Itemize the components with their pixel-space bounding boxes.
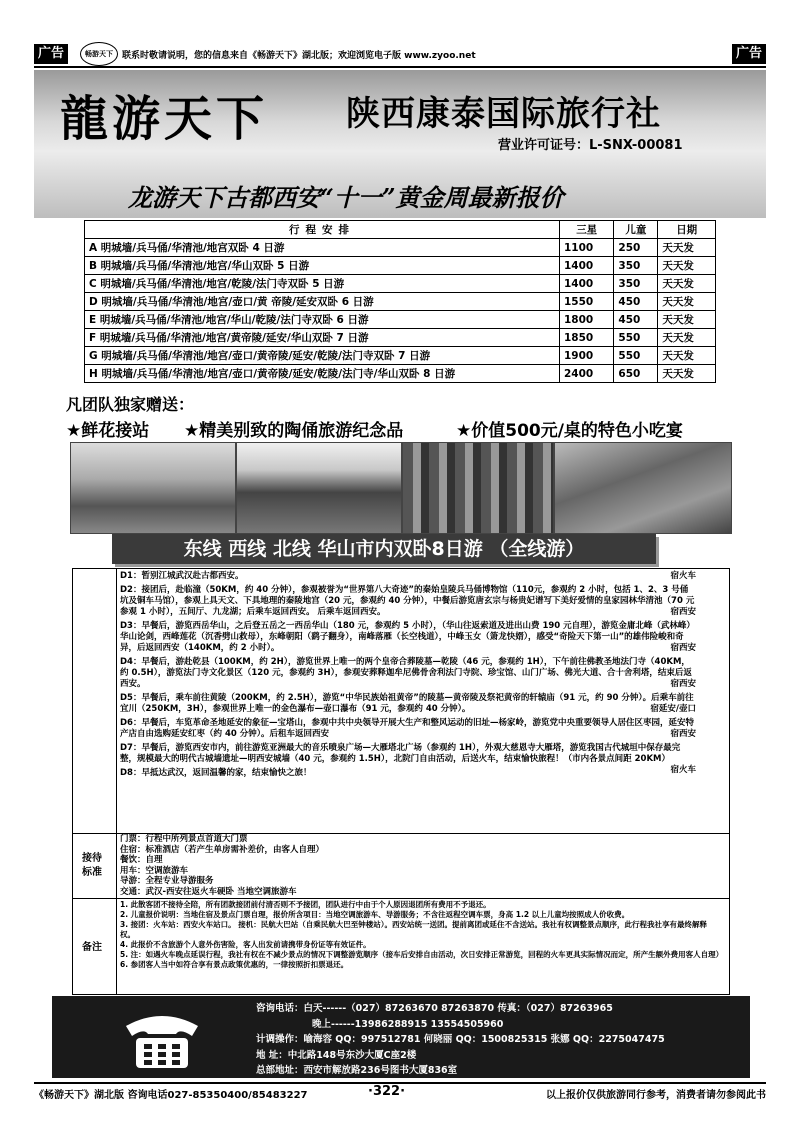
standards-divider bbox=[116, 832, 117, 898]
route-cell: H 明城墙/兵马俑/华清池/地宫/壶口/黄帝陵/延安/乾陵/法门寺/华山双卧 8 日游 bbox=[85, 365, 560, 383]
route-cell: F 明城墙/兵马俑/华清池/地宫/黄帝陵/延安/华山双卧 7 日游 bbox=[85, 329, 560, 347]
contact-hq-address: 总部地址：西安市解放路236号图书大厦836室 bbox=[256, 1065, 458, 1076]
contact-operators: 计调操作：喻海容 QQ：997512781 何晓丽 QQ：1500825315 张娜 QQ：2275047475 bbox=[256, 1034, 665, 1045]
header-route: 行程安排 bbox=[85, 221, 560, 239]
itinerary-divider bbox=[116, 568, 117, 832]
price-table bbox=[84, 220, 716, 383]
table-row bbox=[85, 365, 716, 383]
standard-item: 导游：全程专业导游服务 bbox=[120, 876, 214, 886]
star3-price: 1100 bbox=[560, 239, 614, 257]
star3-price: 1400 bbox=[560, 257, 614, 275]
itinerary-list bbox=[120, 571, 696, 782]
route-cell: A 明城墙/兵马俑/华清池/地宫双卧 4 日游 bbox=[85, 239, 560, 257]
publication-logo: 畅游天下 bbox=[80, 42, 118, 66]
note-item: 5. 注：如遇火车晚点延误行程，我社有权在不减少景点的情况下调整游览顺序（接车后安排自由活动，次日安排正常游览，回程的火车更具实际情况而定，所产生额外费用客人自理） bbox=[120, 950, 724, 959]
itinerary-day-1: D1：暂别江城武汉赴古都西安。 宿火车 bbox=[120, 571, 696, 581]
ad-tag-left: 广告 bbox=[34, 44, 68, 64]
notes-divider bbox=[116, 898, 117, 994]
contact-phone-day: 咨询电话：白天------（027）87263670 87263870 传真：（027）87263965 bbox=[256, 1003, 613, 1014]
note-item: 2. 儿童报价说明：当地住宿及景点门票自理，报价所含项目：当地空调旅游车、导游服务；不含往返程空调车票，身高 1.2 以上儿童均按照成人价收费。 bbox=[120, 910, 630, 919]
departure-date: 天天发 bbox=[658, 275, 716, 293]
departure-date: 天天发 bbox=[658, 293, 716, 311]
departure-date: 天天发 bbox=[658, 329, 716, 347]
departure-date: 天天发 bbox=[658, 257, 716, 275]
terracotta-warriors-photo bbox=[402, 442, 554, 534]
star3-price: 2400 bbox=[560, 365, 614, 383]
standard-item: 门票：行程中所列景点首道大门票 bbox=[120, 834, 248, 844]
itinerary-day-3: D3：早餐后，游览西岳华山，之后登五岳之一西岳华山（180 元，参观约 5 小时），（华山往返索道及进出山费 190 元自理），游览金庸北峰（武林峰）华山论剑，西峰莲花（沉香劈山救母），东峰朝阳（鹞子翻身），南峰落雁（长空栈道），中峰玉女（箫龙快婿），感受“奇险天下第一山”的雄伟险峻和奇异，后返回西安（140KM，约 2 小时）。 宿西安 bbox=[120, 621, 696, 653]
gift-snack-banquet: ★价值500元/桌的特色小吃宴 bbox=[456, 421, 683, 441]
stay-location: 宿火车 bbox=[670, 765, 696, 775]
footer-right: 以上报价仅供旅游同行参考，消费者请勿参阅此书 bbox=[546, 1090, 766, 1101]
child-price: 350 bbox=[614, 257, 658, 275]
table-row bbox=[85, 329, 716, 347]
child-price: 550 bbox=[614, 347, 658, 365]
departure-date: 天天发 bbox=[658, 347, 716, 365]
contact-info bbox=[256, 1001, 665, 1079]
star3-price: 1800 bbox=[560, 311, 614, 329]
table-row bbox=[85, 275, 716, 293]
footer-left: 《畅游天下》湖北版 咨询电话027-85350400/85483227 bbox=[34, 1090, 308, 1101]
brand-calligraphy: 龍游天下 bbox=[60, 91, 269, 147]
contact-phone-night: 晚上------13986288915 13554505960 bbox=[312, 1018, 504, 1030]
header-date: 日期 bbox=[658, 221, 716, 239]
standard-item: 交通：武汉-西安往返火车硬卧 当地空调旅游车 bbox=[120, 886, 297, 897]
stay-location: 宿火车 bbox=[670, 571, 696, 581]
pagoda-photo bbox=[236, 442, 402, 534]
standards-list bbox=[120, 834, 720, 897]
itinerary-day-6: D6：早餐后，车览革命圣地延安的象征—宝塔山，参观中共中央领导开展大生产和整风运动的旧址—杨家岭，游览党中央重要领导人居住区枣园，延安特产店自由选购延安红枣（约 40 分钟）。后租车返回西安 宿西安 bbox=[120, 718, 696, 739]
stay-location: 宿西安 bbox=[670, 607, 696, 617]
star3-price: 1850 bbox=[560, 329, 614, 347]
note-item: 6. 参团客人当中如符合享有景点政策优惠的，一律按照折扣票退还。 bbox=[120, 960, 349, 969]
child-price: 550 bbox=[614, 329, 658, 347]
route-cell: C 明城墙/兵马俑/华清池/地宫/乾陵/法门寺双卧 5 日游 bbox=[85, 275, 560, 293]
header-star3: 三星 bbox=[560, 221, 614, 239]
gift-souvenir: ★精美别致的陶俑旅游纪念品 bbox=[184, 421, 404, 441]
route-banner: 东线 西线 北线 华山市内双卧8日游 （全线游） bbox=[112, 534, 656, 564]
note-item: 1. 此散客团不接待全陪，所有团款接团前付清否则不予接团，团队进行中由于个人原因退团所有费用不予退还。 bbox=[120, 900, 491, 909]
agency-name: 陕西康泰国际旅行社 bbox=[346, 94, 661, 134]
standard-item: 餐饮：自理 bbox=[120, 855, 163, 865]
star3-price: 1550 bbox=[560, 293, 614, 311]
child-price: 450 bbox=[614, 311, 658, 329]
header-note: 联系时敬请说明，您的信息来自《畅游天下》湖北版；欢迎浏览电子版 www.zyoo.net bbox=[122, 51, 476, 61]
departure-date: 天天发 bbox=[658, 365, 716, 383]
itinerary-day-8: D8：早抵达武汉，返回温馨的家，结束愉快之旅！ bbox=[120, 768, 312, 778]
departure-date: 天天发 bbox=[658, 239, 716, 257]
standard-item: 用车：空调旅游车 bbox=[120, 865, 189, 876]
star3-price: 1400 bbox=[560, 275, 614, 293]
stay-location: 宿西安 bbox=[670, 729, 696, 739]
table-row bbox=[85, 347, 716, 365]
slogan: 龙游天下古都西安“十一”黄金周最新报价 bbox=[128, 183, 564, 212]
standard-item: 住宿：标准酒店（若产生单房需补差价，由客人自理） bbox=[120, 844, 325, 855]
route-cell: G 明城墙/兵马俑/华清池/地宫/壶口/黄帝陵/延安/乾陵/法门寺双卧 7 日游 bbox=[85, 347, 560, 365]
table-row bbox=[85, 257, 716, 275]
star3-price: 1900 bbox=[560, 347, 614, 365]
waterfall-photo bbox=[70, 442, 236, 534]
folk-dance-photo bbox=[554, 442, 732, 534]
telephone-icon bbox=[120, 1004, 204, 1072]
stay-location: 宿西安 bbox=[670, 643, 696, 653]
gifts-title: 凡团队独家赠送： bbox=[66, 395, 195, 414]
page-number: ·322· bbox=[368, 1084, 406, 1099]
route-cell: B 明城墙/兵马俑/华清池/地宫/华山双卧 5 日游 bbox=[85, 257, 560, 275]
standards-label: 接待标准 bbox=[82, 853, 102, 878]
table-row bbox=[85, 239, 716, 257]
notes-list bbox=[120, 900, 724, 970]
child-price: 650 bbox=[614, 365, 658, 383]
note-item: 3. 接团：火车站：西安火车站口。 接机：民航大巴站（自乘民航大巴至钟楼站）。西安站统一送团。提前离团或延住不含送站。我社有权调整景点顺序，此行程我社享有最终解释权。 bbox=[120, 920, 708, 939]
itinerary-day-7: D7：早餐后，游览西安市内，前往游览亚洲最大的音乐喷泉广场—大雁塔北广场（参观约 1H），外观大慈恩寺大雁塔，游览我国古代城垣中保存最完整，规模最大的明代古城墙遗址—明西安城墙（40 元，参观约 1.5H），北院门自由活动，后送火车，结束愉快旅程！（市内各景点间距 20KM） 宿火车 bbox=[120, 743, 696, 775]
ad-tag-right: 广告 bbox=[732, 44, 766, 64]
header-child: 儿童 bbox=[614, 221, 658, 239]
notes-label: 备注 bbox=[82, 942, 102, 953]
departure-date: 天天发 bbox=[658, 311, 716, 329]
contact-address: 地 址：中北路148号东沙大厦C座2楼 bbox=[256, 1049, 417, 1061]
child-price: 350 bbox=[614, 275, 658, 293]
header-rule bbox=[34, 66, 766, 68]
note-item: 4. 此报价不含旅游个人意外伤害险，客人出发前请携带身份证等有效证件。 bbox=[120, 940, 371, 949]
child-price: 250 bbox=[614, 239, 658, 257]
stay-location: 宿延安/壶口 bbox=[650, 704, 696, 714]
table-row bbox=[85, 293, 716, 311]
gift-flowers: ★鲜花接站 bbox=[66, 421, 150, 441]
itinerary-day-2: D2：接团后，赴临潼（50KM，约 40 分钟），参观被誉为“世界第八大奇迹”的秦始皇陵兵马俑博物馆（110元，参观约 2 小时，包括 1、2、3 号俑坑及铜车马馆），参观上具天文、下具地理的秦陵地宫（20 元，参观约 40 分钟），中餐后游览唐玄宗与杨贵妃谱写下美好爱情的皇家园林华清池（70 元 参观 1 小时），五间厅、九龙湖；后乘车返回西安。 后乘车返回西安。 宿西安 bbox=[120, 585, 696, 617]
itinerary-day-4: D4：早餐后，游赴乾县（100KM，约 2H），游览世界上唯一的两个皇帝合葬陵墓—乾陵（46 元，参观约 1H），下午前往佛教圣地法门寺（40KM，约 0.5H），游览法门寺文化景区（120 元，参观约 3H），参观安葬释迦牟尼佛骨舍利法门寺院、珍宝馆、山门广场、佛光大道、合十舍利塔，结束后返西安。 宿西安 bbox=[120, 657, 696, 689]
route-cell: D 明城墙/兵马俑/华清池/地宫/壶口/黄 帝陵/延安双卧 6 日游 bbox=[85, 293, 560, 311]
route-cell: E 明城墙/兵马俑/华清池/地宫/华山/乾陵/法门寺双卧 6 日游 bbox=[85, 311, 560, 329]
child-price: 450 bbox=[614, 293, 658, 311]
stay-location: 宿西安 bbox=[670, 679, 696, 689]
price-table-header bbox=[85, 221, 716, 239]
table-row bbox=[85, 311, 716, 329]
itinerary-day-5: D5：早餐后，乘车前往黄陵（200KM，约 2.5H），游览“中华民族始祖黄帝”的陵墓—黄帝陵及祭祀黄帝的轩辕庙（91 元，约 90 分钟）。后乘车前往宜川（250KM，3H），参观世界上唯一的金色瀑布—壶口瀑布（91 元，参观约 40 分钟）。 宿延安/壶口 bbox=[120, 693, 696, 714]
license-number: 营业许可证号：L-SNX-00081 bbox=[498, 138, 683, 153]
